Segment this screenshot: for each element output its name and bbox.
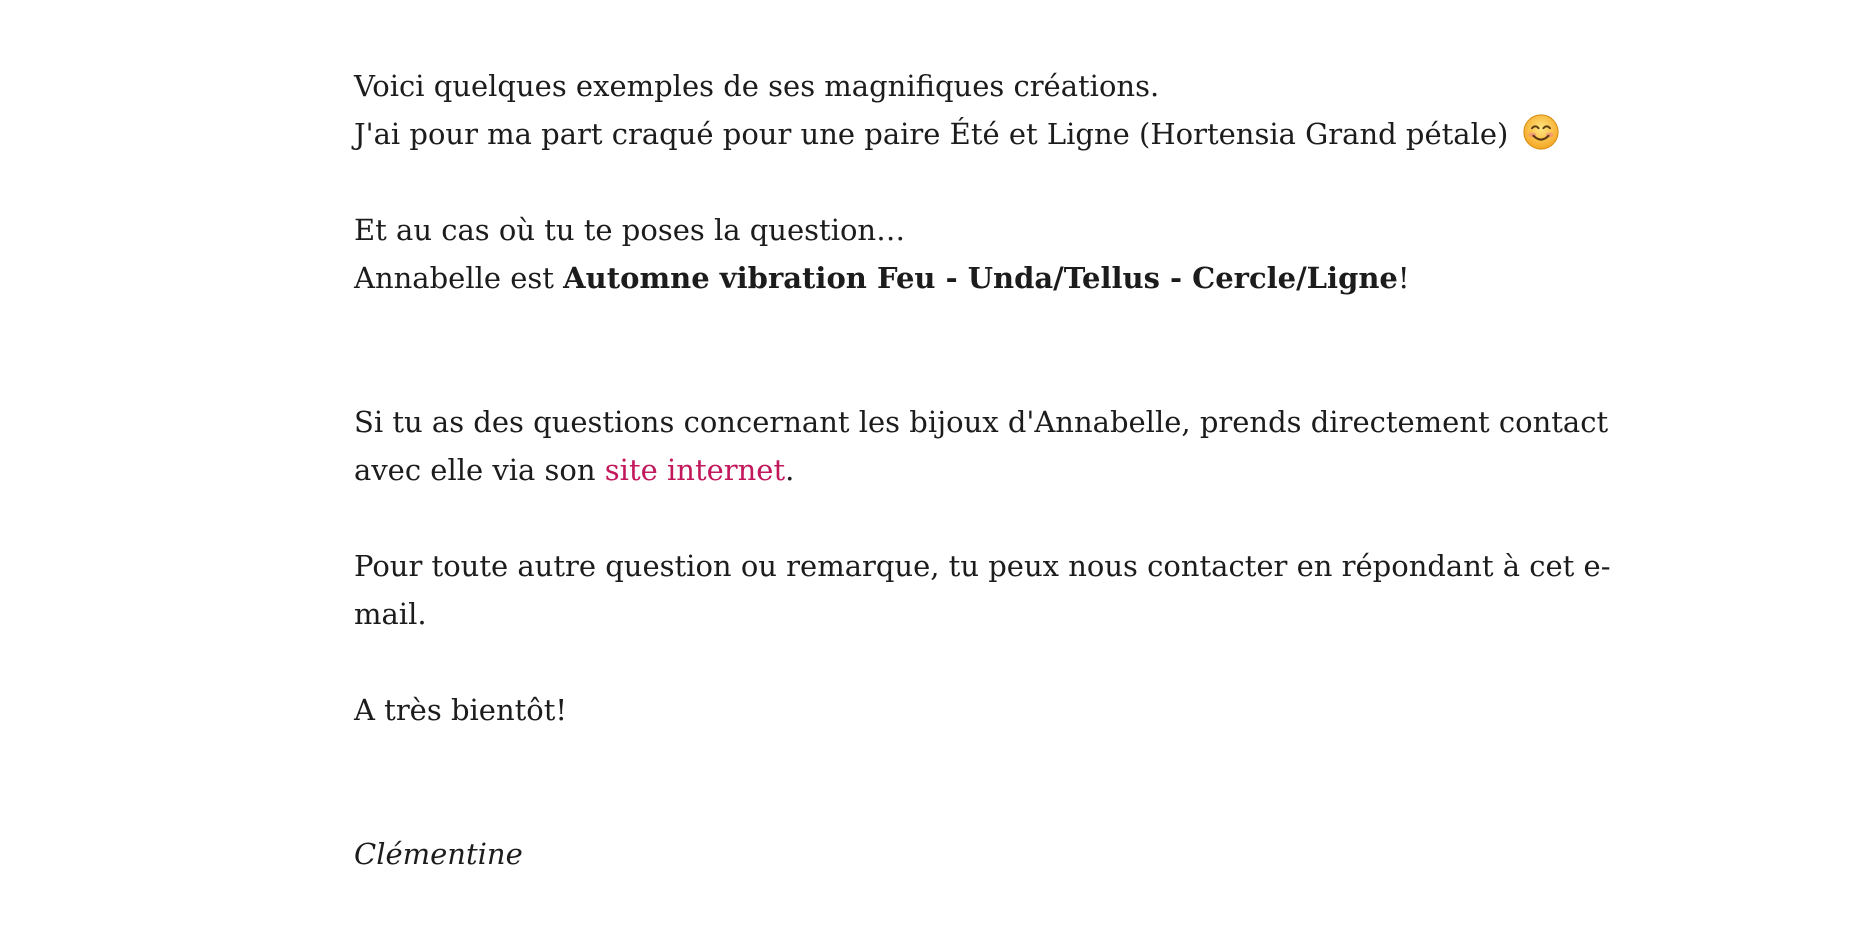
intro-line-1: Voici quelques exemples de ses magnifiques créations. [354,69,1160,103]
contact-paragraph [354,398,1609,494]
intro-paragraph [354,62,1509,158]
smiling-face-icon [1522,113,1560,151]
question-paragraph [354,206,1484,302]
other-line-2: mail. [354,597,427,631]
other-questions-paragraph [354,542,1611,638]
other-line-1: Pour toute autre question ou remarque, tu peux nous contacter en répondant à cet e- [354,549,1611,583]
question-prefix: Annabelle est [354,261,564,295]
contact-line-1: Si tu as des questions concernant les bijoux d'Annabelle, prends directement contact [354,405,1609,439]
question-line-2 [354,254,1484,302]
intro-line-2 [354,110,1509,158]
signature-paragraph [354,830,1484,878]
color-profile: Automne vibration Feu - Unda/Tellus - Cercle/Ligne [563,261,1398,295]
closing-text: A très bientôt! [354,693,568,727]
signature: Clémentine [354,837,523,871]
closing-paragraph [354,686,1484,734]
intro-line-2-text: J'ai pour ma part craqué pour une paire Été et Ligne (Hortensia Grand pétale) [354,117,1509,151]
contact-line-2-suffix: . [785,453,795,487]
question-suffix: ! [1397,261,1410,295]
website-link[interactable]: site internet [604,453,786,487]
contact-line-2 [354,446,1484,494]
email-body [354,62,1611,926]
contact-line-2-prefix: avec elle via son [354,453,605,487]
question-line-1: Et au cas où tu te poses la question… [354,213,906,247]
